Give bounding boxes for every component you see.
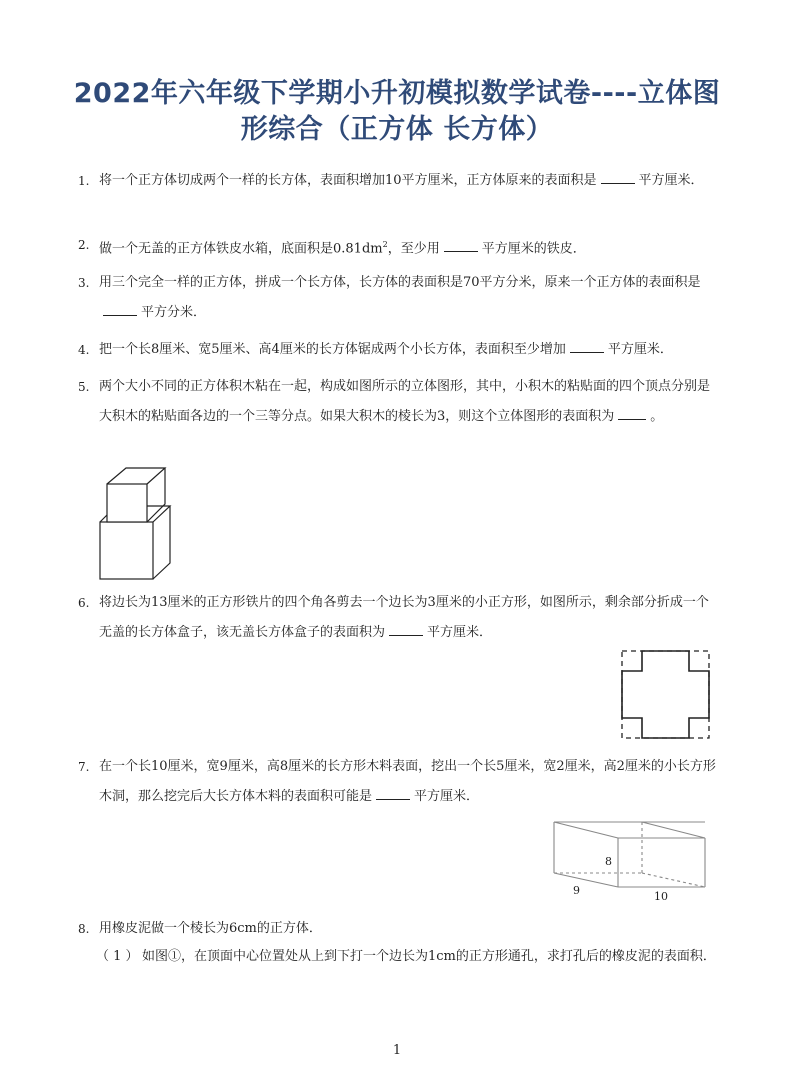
- answer-blank[interactable]: [444, 239, 478, 252]
- answer-blank[interactable]: [570, 340, 604, 353]
- small-cube-front: [107, 484, 147, 522]
- title-line-2: 形综合（正方体 长方体）: [240, 114, 554, 145]
- question-text-end: 平方厘米的铁皮．: [481, 241, 586, 257]
- question-number: 7.: [78, 760, 90, 774]
- question-6: [78, 588, 718, 648]
- question-text: 用三个完全一样的正方体，拼成一个长方体，长方体的表面积是70平方分米，原来一个正方体的表面积是: [99, 275, 701, 290]
- edge: [554, 873, 618, 887]
- figure-cut-square: [618, 648, 714, 740]
- question-text: 做一个无盖的正方体铁皮水箱，底面积是0.81dm: [99, 241, 383, 257]
- question-text-end: 平方厘米．: [427, 625, 493, 640]
- page-title: [60, 76, 734, 148]
- question-1: [78, 166, 718, 196]
- question-4: [78, 335, 718, 365]
- question-text: 用橡皮泥做一个棱长为6cm的正方体．: [99, 921, 322, 936]
- small-cube-top: [107, 468, 165, 484]
- question-text: 两个大小不同的正方体积木粘在一起，构成如图所示的立体图形，其中，小积木的粘贴面的四个顶点分别是大积木的粘贴面各边的一个三等分点。如果大积木的棱长为3，则这个立体图形的表面积为: [99, 379, 711, 424]
- figure-stacked-cubes: [95, 464, 177, 582]
- title-line-1: 2022年六年级下学期小升初模拟数学试卷----立体图: [73, 78, 721, 109]
- big-cube-side: [153, 506, 170, 579]
- question-text-end: 平方厘米．: [638, 173, 704, 188]
- label-length: 10: [654, 890, 668, 903]
- question-text-end: 平方厘米．: [414, 789, 480, 804]
- answer-blank[interactable]: [618, 407, 646, 420]
- figure-cuboid: [548, 816, 712, 906]
- question-8: [78, 914, 718, 944]
- page-number: 1: [392, 1043, 402, 1058]
- question-text: 在一个长10厘米，宽9厘米，高8厘米的长方形木料表面，挖出一个长5厘米，宽2厘米，高2厘米的小长方形木洞，那么挖完后大长方体木料的表面积可能是: [99, 759, 716, 804]
- label-height: 8: [605, 855, 612, 868]
- sub-question-text: 如图①，在顶面中心位置处从上到下打一个边长为1cm的正方形通孔，求打孔后的橡皮泥的表面积．: [142, 949, 716, 964]
- answer-blank[interactable]: [103, 303, 137, 316]
- question-number: 8.: [78, 922, 90, 936]
- big-cube-front: [100, 522, 153, 579]
- question-8-part-1: [96, 942, 716, 972]
- superscript: 2: [382, 240, 388, 249]
- question-text-mid: ，至少用: [387, 241, 440, 257]
- question-2: [78, 230, 718, 264]
- question-text: 将边长为13厘米的正方形铁片的四个角各剪去一个边长为3厘米的小正方形，如图所示，剩余部分折成一个无盖的长方体盒子，该无盖长方体盒子的表面积为: [99, 595, 709, 640]
- question-text-end: 平方分米．: [141, 305, 207, 320]
- edge: [554, 822, 618, 838]
- question-number: 3.: [78, 276, 90, 290]
- question-number: 1.: [78, 174, 90, 188]
- question-text: 将一个正方体切成两个一样的长方体，表面积增加10平方厘米，正方体原来的表面积是: [99, 173, 597, 188]
- question-number: 5.: [78, 380, 90, 394]
- remaining-shape: [622, 651, 709, 738]
- question-text-end: 。: [650, 409, 664, 424]
- answer-blank[interactable]: [376, 787, 410, 800]
- question-7: [78, 752, 718, 812]
- question-5: [78, 372, 718, 432]
- question-number: 2.: [78, 238, 90, 252]
- question-number: 6.: [78, 596, 90, 610]
- question-3: [78, 268, 718, 328]
- question-number: 4.: [78, 343, 90, 357]
- sub-question-label: （ 1 ）: [96, 949, 139, 964]
- hidden-edge: [642, 873, 705, 887]
- label-width: 9: [573, 884, 580, 897]
- answer-blank[interactable]: [389, 623, 423, 636]
- question-text: 把一个长8厘米、宽5厘米、高4厘米的长方体锯成两个小长方体，表面积至少增加: [99, 342, 566, 357]
- question-text-end: 平方厘米．: [607, 342, 673, 357]
- original-square-dashed: [622, 651, 709, 738]
- answer-blank[interactable]: [601, 171, 635, 184]
- edge: [642, 822, 705, 838]
